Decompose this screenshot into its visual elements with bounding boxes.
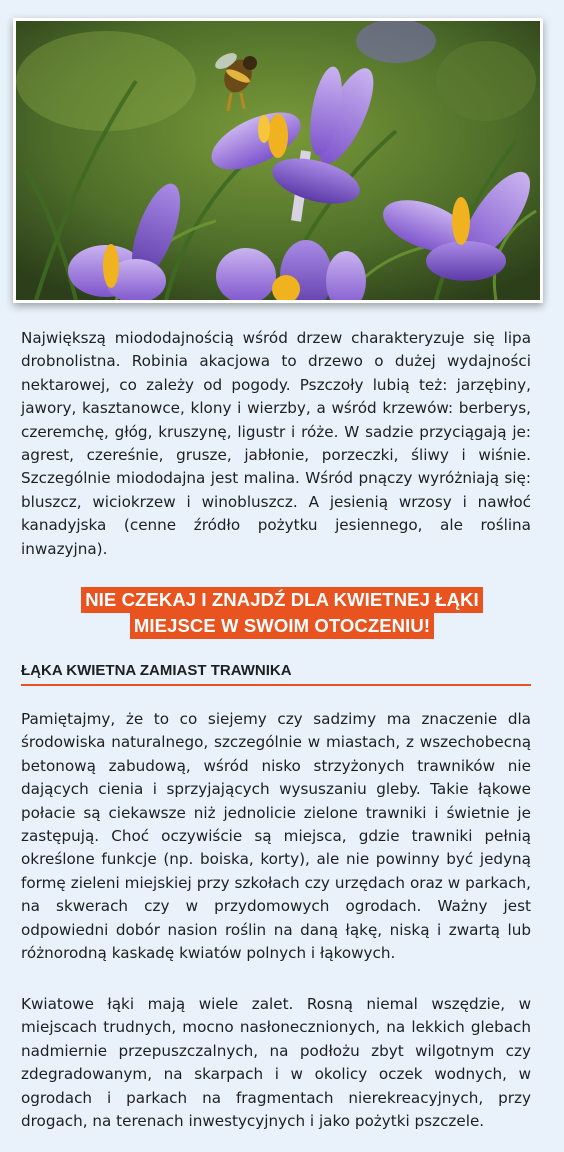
body-paragraph-1: Pamiętajmy, że to co siejemy czy sadzimy ma znaczenie dla środowiska naturalnego, szczególnie w miastach, z wszechobecną betonową zabudową, wśród nisko strzyżonych trawników nie dających cienia i sprzyjających wysuszaniu gleby. Takie łąkowe połacie są ciekawsze niż jednolicie zielone trawniki i świetnie je zastępują. Choć oczywiście są miejsca, gdzie trawniki pełnią określone funkcje (np. boiska, korty), ale nie powinny być jedyną formę zieleni miejskiej przy szkołach czy urzędach oraz w parkach, na skwerach czy w przydomowych ogrodach. Ważny jest odpowiedni dobór nasion roślin na daną łąkę, niską i zwartą lub różnorodną kaskadę kwiatów polnych i łąkowych. [21,710,531,963]
banner-line-1: NIE CZEKAJ I ZNAJDŹ DLA KWIETNEJ ŁĄKI [81,587,483,613]
intro-paragraph: Największą miododajnością wśród drzew charakteryzuje się lipa drobnolistna. Robinia akacjowa to drzewo o dużej wydajności nektarowej, co zależy od pogody. Pszczoły lubią też: jarzębiny, jawory, kasztanowce, klony i wierzby, a wśród krzewów: berberys, czeremchę, głóg, kruszynę, ligustr i róże. W sadzie przyciągają je: agrest, czereśnie, grusze, jabłonie, porzeczki, śliwy i wiśnie. Szczególnie miododajna jest malina. Wśród pnączy wyróżniają się: bluszcz, wiciokrzew i winobluszcz. A jesienią wrzosy i nawłoć kanadyjska (cenne źródło pożytku jesiennego, ale roślina inwazyjna). [21,329,531,558]
section-heading: ŁĄKA KWIETNA ZAMIAST TRAWNIKA [21,661,531,686]
banner-line-2: MIEJSCE W SWOIM OTOCZENIU! [130,613,434,639]
body-paragraph-2: Kwiatowe łąki mają wiele zalet. Rosną niemal wszędzie, w miejscach trudnych, mocno nasłonecznionych, na lekkich glebach nadmiernie przepuszczalnych, na podłożu zbyt wilgotnym czy zdegradowanym, na skarpach i w okolicy oczek wodnych, w ogrodach i parkach na fragmentach nierekreacyjnych, przy drogach, na terenach inwestycyjnych i jako pożytki pszczele. [21,995,531,1131]
crocus-bee-photo [13,18,543,303]
call-to-action-banner [0,587,564,639]
photo-illustration [16,21,540,300]
